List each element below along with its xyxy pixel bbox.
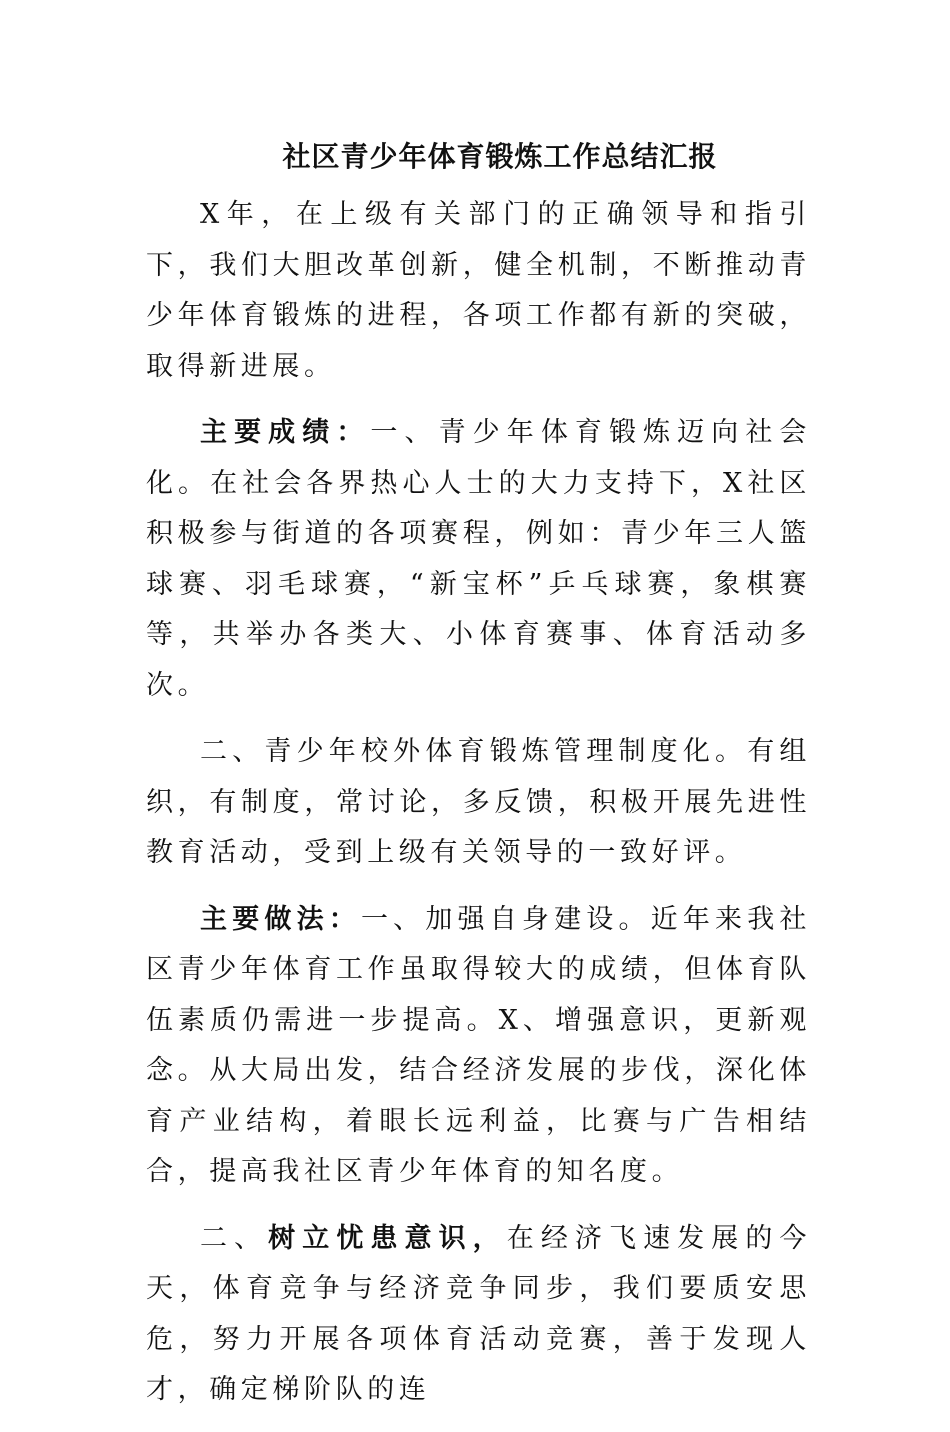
paragraph-text: 一、加强自身建设。近年来我社区青少年体育工作虽取得较大的成绩，但体育队伍素质仍需进一步提高。X、增强意识，更新观念。从大局出发，结合经济发展的步伐，深化体育产业结构，着眼长远利益，比赛与广告相结合，提高我社区青少年体育的知名度。: [146, 903, 812, 1187]
paragraph-methods-1: [146, 895, 811, 1198]
paragraph-text: 在经济飞速发展的今天，体育竞争与经济竞争同步，我们要质安思危，努力开展各项体育活动竞赛，善于发现人才，确定梯阶队的连: [146, 1222, 812, 1405]
paragraph-achievements-2: [146, 727, 811, 879]
paragraph-methods-2: [146, 1214, 811, 1416]
subheading-risk-awareness: 树立忧患意识，: [268, 1222, 507, 1254]
paragraph-text: 二、青少年校外体育锻炼管理制度化。有组织，有制度，常讨论，多反馈，积极开展先进性教育活动，受到上级有关领导的一致好评。: [146, 736, 811, 868]
paragraph-prefix: 二、: [200, 1222, 269, 1254]
paragraph-text: 一、青少年体育锻炼迈向社会化。在社会各界热心人士的大力支持下，X社区积极参与街道的各项赛程，例如：青少年三人篮球赛、羽毛球赛，“新宝杯”乒乓球赛，象棋赛等，共举办各类大、小体育赛事、体育活动多次。: [146, 417, 812, 701]
section-heading-methods: 主要做法：: [200, 903, 361, 935]
document-body: [146, 190, 811, 1432]
paragraph-text: X年，在上级有关部门的正确领导和指引下，我们大胆改革创新，健全机制，不断推动青少年体育锻炼的进程，各项工作都有新的突破，取得新进展。: [146, 199, 811, 382]
paragraph-achievements-1: [146, 408, 811, 711]
section-heading-achievements: 主要成绩：: [200, 417, 371, 448]
paragraph-intro: [146, 190, 811, 392]
document-title: 社区青少年体育锻炼工作总结汇报: [282, 140, 718, 173]
